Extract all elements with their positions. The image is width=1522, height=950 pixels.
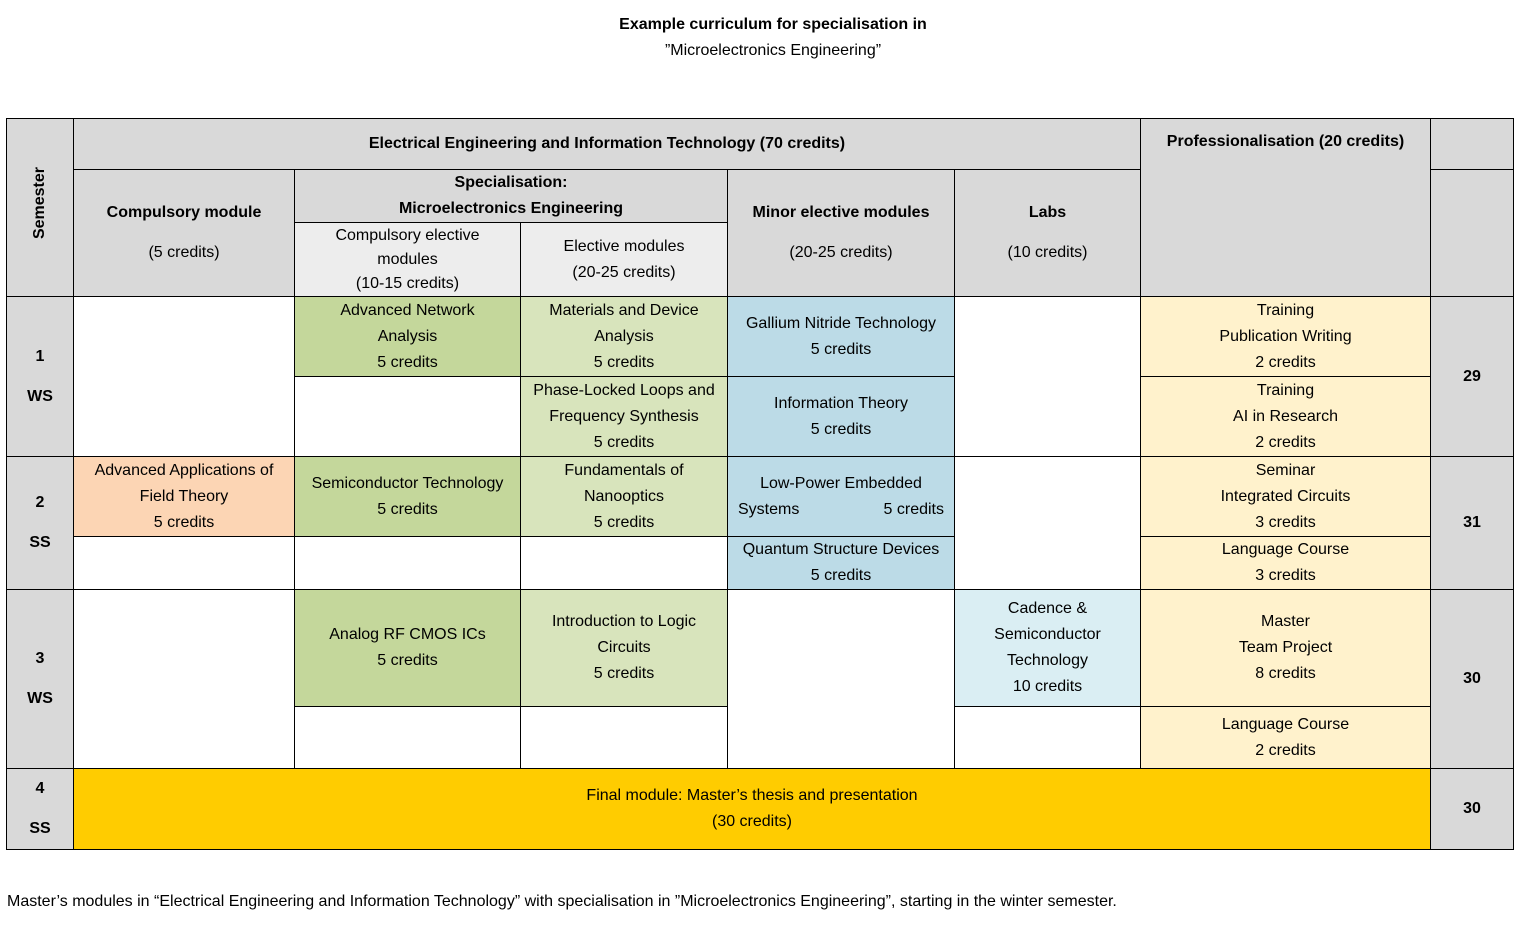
empty-cell [521, 537, 728, 590]
module-seminar-ic: Seminar Integrated Circuits 3 credits [1141, 457, 1431, 537]
semester-4-label: 4 SS [7, 769, 74, 850]
empty-cell [955, 297, 1141, 457]
curriculum-table [6, 118, 1514, 850]
module-materials-device-analysis: Materials and Device Analysis 5 credits [521, 297, 728, 377]
page-title [0, 12, 1522, 64]
labs-header: Labs (10 credits) [955, 170, 1141, 297]
module-training-publication: Training Publication Writing 2 credits [1141, 297, 1431, 377]
semester-3-label: 3 WS [7, 590, 74, 769]
module-information-theory: Information Theory 5 credits [728, 377, 955, 457]
module-phase-locked-loops: Phase-Locked Loops and Frequency Synthesis 5 credits [521, 377, 728, 457]
minor-elective-header: Minor elective modules (20-25 credits) [728, 170, 955, 297]
module-cadence-lab: Cadence & Semiconductor Technology 10 credits [955, 590, 1141, 707]
empty-cell [74, 590, 295, 769]
empty-cell [295, 707, 521, 769]
semester-header: Semester [7, 119, 74, 297]
semester-1-label: 1 WS [7, 297, 74, 457]
module-final-thesis: Final module: Master’s thesis and presentation (30 credits) [74, 769, 1431, 850]
empty-cell [295, 377, 521, 457]
module-team-project: Master Team Project 8 credits [1141, 590, 1431, 707]
module-nanooptics: Fundamentals of Nanooptics 5 credits [521, 457, 728, 537]
semester-3-total: 30 [1431, 590, 1514, 769]
empty-cell [728, 590, 955, 769]
title-line-2: ”Microelectronics Engineering” [664, 42, 882, 59]
empty-cell [74, 537, 295, 590]
elective-modules-header: Elective modules (20-25 credits) [521, 223, 728, 297]
empty-cell [521, 707, 728, 769]
compulsory-module-header: Compulsory module (5 credits) [74, 170, 295, 297]
module-logic-circuits: Introduction to Logic Circuits 5 credits [521, 590, 728, 707]
module-semiconductor-technology: Semiconductor Technology 5 credits [295, 457, 521, 537]
total-header-top [1431, 119, 1514, 170]
compulsory-elective-header: Compulsory elective modules (10-15 credits) [295, 223, 521, 297]
professionalisation-header: Professionalisation (20 credits) [1141, 119, 1431, 297]
total-header [1431, 170, 1514, 297]
empty-cell [74, 297, 295, 457]
empty-cell [955, 457, 1141, 590]
empty-cell [955, 707, 1141, 769]
title-line-1: Example curriculum for specialisation in [619, 16, 927, 33]
specialisation-header: Specialisation: Microelectronics Engineering [295, 170, 728, 223]
module-advanced-field-theory: Advanced Applications of Field Theory 5 credits [74, 457, 295, 537]
module-language-course-2: Language Course 2 credits [1141, 707, 1431, 769]
module-language-course-3: Language Course 3 credits [1141, 537, 1431, 590]
empty-cell [295, 537, 521, 590]
module-advanced-network-analysis: Advanced Network Analysis 5 credits [295, 297, 521, 377]
module-training-ai: Training AI in Research 2 credits [1141, 377, 1431, 457]
table-caption: Master’s modules in “Electrical Engineering and Information Technology” with specialisation in ”Microelectronics Engineering”, starting in the winter semester. [7, 893, 1117, 910]
eeit-header: Electrical Engineering and Information Technology (70 credits) [74, 119, 1141, 170]
semester-2-label: 2 SS [7, 457, 74, 590]
module-low-power-embedded: Low-Power Embedded Systems 5 credits [728, 457, 955, 537]
semester-4-total: 30 [1431, 769, 1514, 850]
semester-2-total: 31 [1431, 457, 1514, 590]
semester-1-total: 29 [1431, 297, 1514, 457]
module-quantum-structure: Quantum Structure Devices 5 credits [728, 537, 955, 590]
module-analog-rf-cmos: Analog RF CMOS ICs 5 credits [295, 590, 521, 707]
module-gallium-nitride: Gallium Nitride Technology 5 credits [728, 297, 955, 377]
